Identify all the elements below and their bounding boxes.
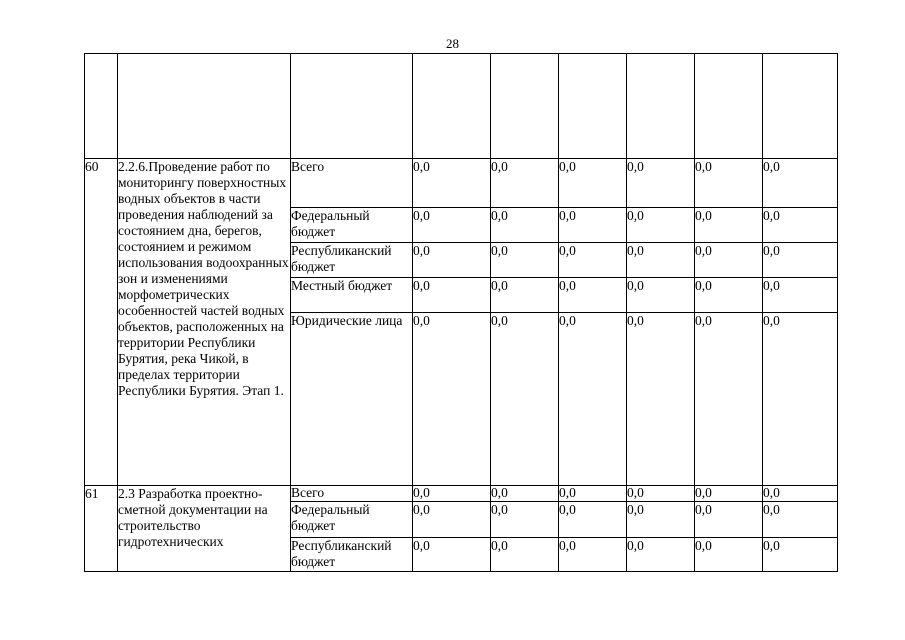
value-cell: 0,0: [627, 159, 695, 208]
value-cell: 0,0: [695, 313, 763, 486]
value-cell: 0,0: [413, 313, 491, 486]
value-cell: 0,0: [695, 538, 763, 572]
value-cell: 0,0: [559, 313, 627, 486]
activity-name-text: 2.3 Разработка проектно-сметной документации на строительство гидротехнических: [118, 486, 268, 549]
value-cell: 0,0: [695, 502, 763, 538]
value-cell: 0,0: [627, 278, 695, 313]
funding-source: Федеральный бюджет: [291, 208, 413, 243]
value-cell: 0,0: [491, 538, 559, 572]
funding-source: Федеральный бюджет: [291, 502, 413, 538]
value-cell: 0,0: [491, 159, 559, 208]
value-cell: 0,0: [559, 278, 627, 313]
value-cell: 0,0: [559, 486, 627, 502]
value-cell: 0,0: [491, 313, 559, 486]
value-cell: 0,0: [491, 243, 559, 278]
value-cell: 0,0: [627, 538, 695, 572]
value-cell: 0,0: [627, 208, 695, 243]
funding-source: Юридические лица: [291, 313, 413, 486]
value-cell: 0,0: [413, 243, 491, 278]
value-cell: 0,0: [763, 159, 838, 208]
empty-cell: [559, 54, 627, 159]
value-cell: 0,0: [695, 159, 763, 208]
funding-source: Местный бюджет: [291, 278, 413, 313]
table-row: [85, 486, 838, 502]
value-cell: 0,0: [491, 486, 559, 502]
value-cell: 0,0: [627, 502, 695, 538]
activity-name: 2.2.6.Проведение работ по мониторингу поверхностных водных объектов в части проведения наблюдений за состоянием дна, берегов, состоянием и режимом использования водоохранных зон и изменениями морфометрических особенностей частей водных объектов, расположенных на территории Республики Бурятия, река Чикой, в пределах территории Республики Бурятия. Этап 1.: [118, 159, 291, 486]
empty-cell: [491, 54, 559, 159]
page-number: 28: [446, 36, 459, 51]
value-cell: 0,0: [627, 313, 695, 486]
empty-cell: [291, 54, 413, 159]
value-cell: 0,0: [695, 278, 763, 313]
value-cell: 0,0: [695, 243, 763, 278]
value-cell: 0,0: [491, 278, 559, 313]
value-cell: 0,0: [559, 159, 627, 208]
value-cell: 0,0: [559, 208, 627, 243]
value-cell: 0,0: [763, 313, 838, 486]
value-cell: 0,0: [559, 243, 627, 278]
row-number: 60: [85, 159, 118, 486]
budget-table: [84, 53, 838, 572]
empty-cell: [85, 54, 118, 159]
empty-cell: [763, 54, 838, 159]
table-row: [85, 159, 838, 208]
value-cell: 0,0: [413, 278, 491, 313]
value-cell: 0,0: [627, 486, 695, 502]
value-cell: 0,0: [559, 538, 627, 572]
value-cell: 0,0: [413, 502, 491, 538]
value-cell: 0,0: [413, 538, 491, 572]
funding-source: Республиканский бюджет: [291, 243, 413, 278]
value-cell: 0,0: [491, 502, 559, 538]
table-header-continuation: [85, 54, 838, 159]
funding-source: Всего: [291, 159, 413, 208]
value-cell: 0,0: [695, 208, 763, 243]
value-cell: 0,0: [763, 502, 838, 538]
value-cell: 0,0: [763, 243, 838, 278]
empty-cell: [118, 54, 291, 159]
value-cell: 0,0: [763, 486, 838, 502]
value-cell: 0,0: [413, 208, 491, 243]
value-cell: 0,0: [559, 502, 627, 538]
funding-source: Всего: [291, 486, 413, 502]
value-cell: 0,0: [763, 208, 838, 243]
value-cell: 0,0: [627, 243, 695, 278]
value-cell: 0,0: [763, 278, 838, 313]
funding-source: Республиканский бюджет: [291, 538, 413, 572]
value-cell: 0,0: [763, 538, 838, 572]
value-cell: 0,0: [491, 208, 559, 243]
value-cell: 0,0: [695, 486, 763, 502]
activity-name: [118, 486, 291, 572]
value-cell: 0,0: [413, 486, 491, 502]
empty-cell: [413, 54, 491, 159]
empty-cell: [627, 54, 695, 159]
empty-cell: [695, 54, 763, 159]
row-number: 61: [85, 486, 118, 572]
value-cell: 0,0: [413, 159, 491, 208]
